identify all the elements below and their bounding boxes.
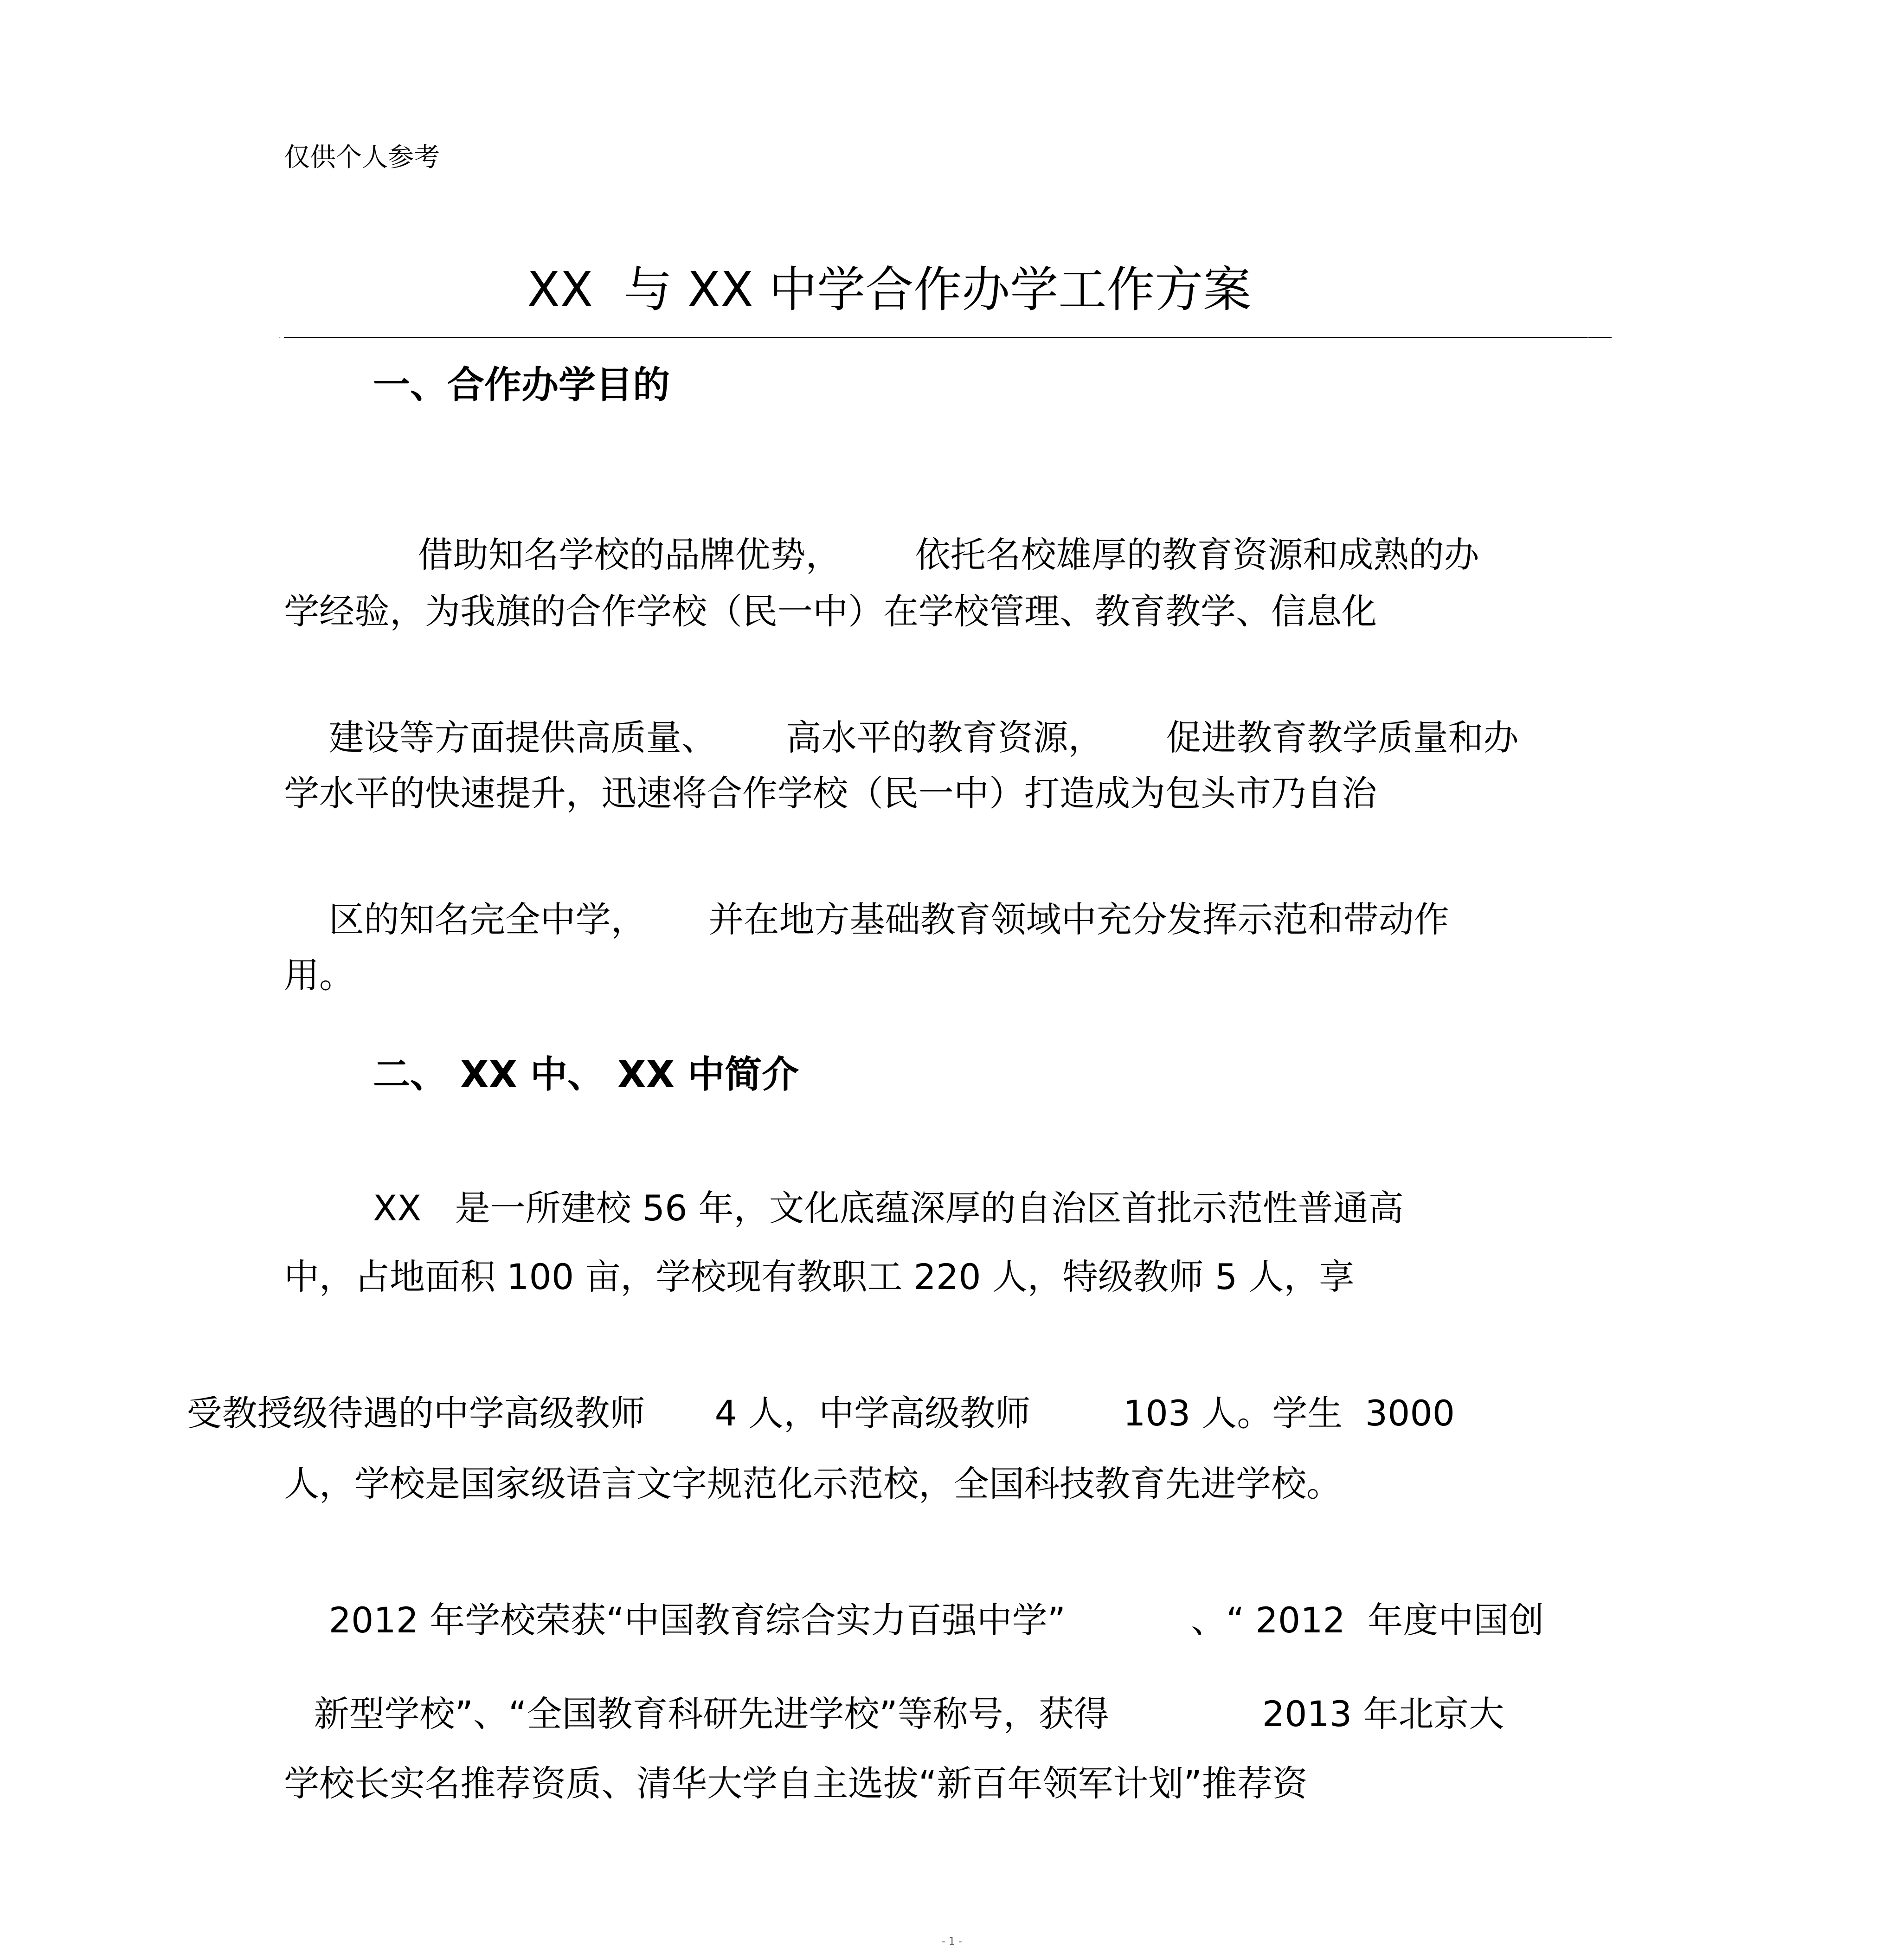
line-segment: 2013 年北京大 xyxy=(1262,1693,1504,1734)
line-segment: 新型学校”、“全国教育科研先进学校”等称号，获得 xyxy=(314,1693,1109,1734)
line-segment: 103 人。学生 3000 xyxy=(1123,1393,1455,1434)
header-note: 仅供个人参考 xyxy=(284,142,440,173)
section-2-line-4: 人，学校是国家级语言文字规范化示范校，全国科技教育先进学校。 xyxy=(284,1463,1342,1504)
rule-right-mark: · xyxy=(1587,332,1590,343)
line-segment: 区的知名完全中学， xyxy=(328,899,646,940)
line-segment: 依托名校雄厚的教育资源和成熟的办 xyxy=(915,534,1479,575)
section-2-line-2: 中，占地面积 100 亩，学校现有教职工 220 人，特级教师 5 人，享 xyxy=(284,1256,1355,1297)
section-2-line-6 xyxy=(269,1661,1504,1767)
page-number: - 1 - xyxy=(942,1936,962,1947)
section-2-line-1: XX 是一所建校 56 年，文化底蕴深厚的自治区首批示范性普通高 xyxy=(373,1187,1404,1229)
title-underline xyxy=(284,337,1612,338)
document-title: XX 与 XX 中学合作办学工作方案 xyxy=(527,261,1252,318)
section-2-heading: 二、 XX 中、 XX 中简介 xyxy=(373,1053,799,1096)
line-segment: 2012 年学校荣获“中国教育综合实力百强中学” xyxy=(328,1599,1066,1641)
line-segment: 借助知名学校的品牌优势， xyxy=(418,534,841,575)
line-segment: 建设等方面提供高质量、 xyxy=(328,717,717,758)
line-segment: 并在地方基础教育领域中充分发挥示范和带动作 xyxy=(708,899,1449,940)
section-2-line-7: 学校长实名推荐资质、清华大学自主选拔“新百年领军计划”推荐资 xyxy=(284,1763,1308,1804)
line-segment: 受教授级待遇的中学高级教师 xyxy=(186,1393,645,1434)
rule-left-mark: · xyxy=(278,332,282,343)
line-segment: 促进教育教学质量和办 xyxy=(1166,717,1519,758)
section-2-line-5 xyxy=(284,1567,1544,1673)
line-segment: 、“ 2012 年度中国创 xyxy=(1190,1599,1544,1641)
section-1-heading: 一、合作办学目的 xyxy=(373,363,670,406)
section-1-line-2: 学经验，为我旗的合作学校（民一中）在学校管理、教育教学、信息化 xyxy=(284,591,1377,632)
line-segment: 4 人，中学高级教师 xyxy=(714,1393,1031,1434)
section-1-line-6: 用。 xyxy=(284,954,354,996)
section-1-line-4: 学水平的快速提升，迅速将合作学校（民一中）打造成为包头市乃自治 xyxy=(284,773,1377,814)
line-segment: 高水平的教育资源， xyxy=(786,717,1104,758)
section-1-line-5 xyxy=(284,867,1449,973)
section-2-line-3 xyxy=(142,1360,1455,1466)
